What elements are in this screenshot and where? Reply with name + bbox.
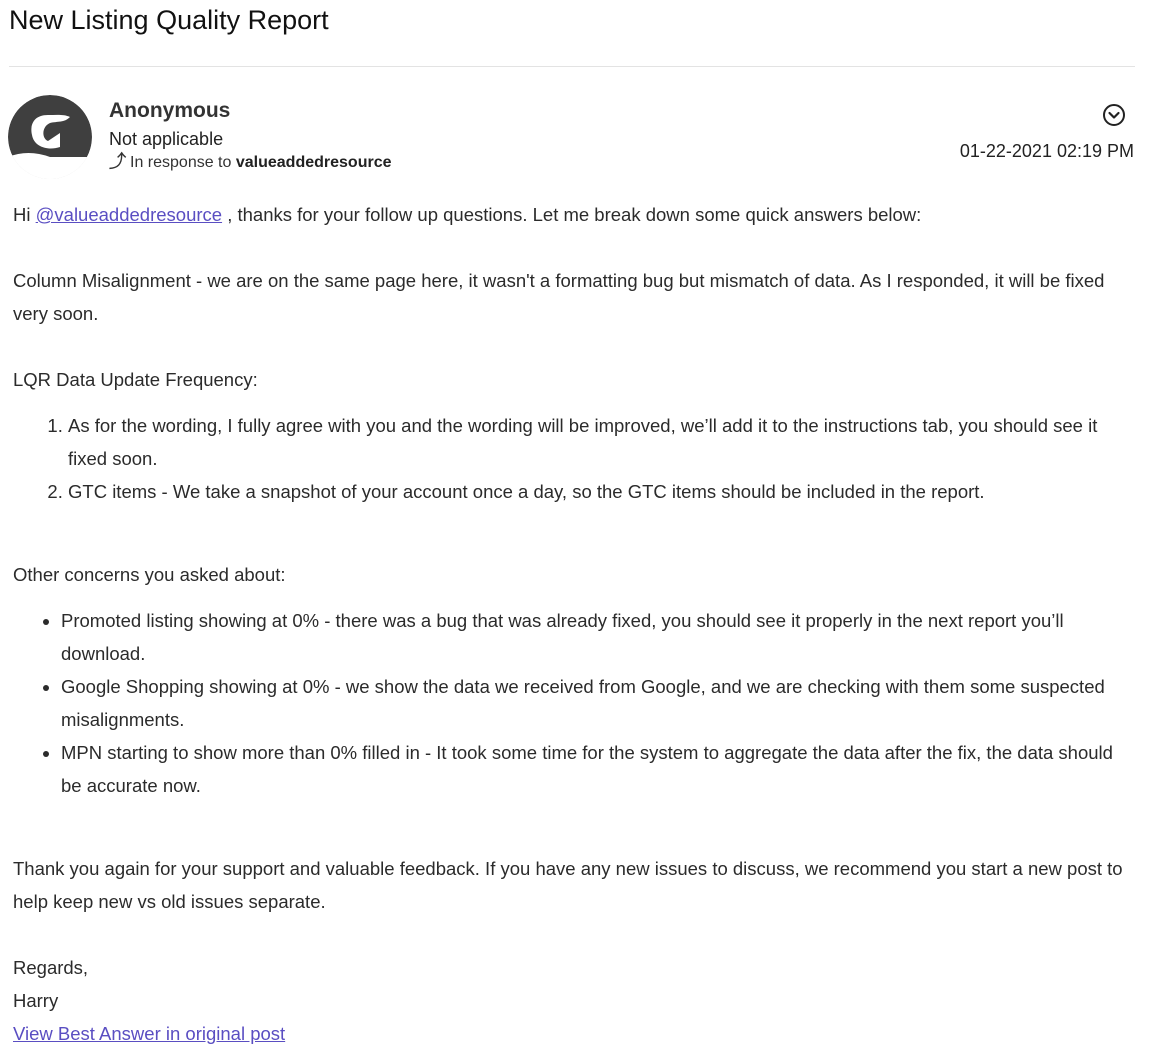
lqr-heading: LQR Data Update Frequency: <box>13 369 258 390</box>
list-item: • Google Shopping showing at 0% - we show the data we received from Google, and we are checking with them some suspected misalignments. <box>61 670 1138 736</box>
in-response-to <box>109 151 391 174</box>
lqr-list <box>13 409 1138 508</box>
post-options-menu-button[interactable] <box>1102 103 1126 127</box>
column-misalignment-paragraph: Column Misalignment - we are on the same page here, it wasn't a formatting bug but mismatch of data. As I responded, it will be fixed very soon. <box>13 270 1105 324</box>
signature-text: Harry <box>13 990 59 1011</box>
avatar-image <box>8 95 92 179</box>
other-concerns-heading: Other concerns you asked about: <box>13 564 286 585</box>
post-body <box>13 198 1138 1050</box>
curved-up-arrow-icon: ⤴ <box>109 152 126 171</box>
greeting-paragraph <box>13 198 1138 231</box>
author-name[interactable]: Anonymous <box>109 99 231 122</box>
chevron-circle-down-icon <box>1102 103 1126 127</box>
mention-link[interactable]: @valueaddedresource <box>35 204 223 225</box>
list-item: • Promoted listing showing at 0% - there was a bug that was already fixed, you should see it properly in the next report you’ll download. <box>61 604 1138 670</box>
list-item: 1. As for the wording, I fully agree with you and the wording will be improved, we’ll add it to the instructions tab, you should see it fixed soon. <box>68 409 1138 475</box>
in-response-label: In response to <box>130 154 232 171</box>
post-timestamp: 01-22-2021 02:19 PM <box>959 141 1134 161</box>
list-item: • MPN starting to show more than 0% filled in - It took some time for the system to aggregate the data after the fix, the data should be accurate now. <box>61 736 1138 802</box>
author-rank: Not applicable <box>109 129 224 149</box>
list-item: 2. GTC items - We take a snapshot of your account once a day, so the GTC items should be included in the report. <box>68 475 1138 508</box>
other-concerns-list <box>13 604 1138 802</box>
page-title: New Listing Quality Report <box>9 5 329 35</box>
title-divider <box>9 66 1135 67</box>
thanks-paragraph: Thank you again for your support and valuable feedback. If you have any new issues to discuss, we recommend you start a new post to help keep new vs old issues separate. <box>13 858 1123 912</box>
in-response-user-link[interactable]: valueaddedresource <box>235 154 392 171</box>
greeting-prefix: Hi <box>13 204 31 225</box>
view-best-answer-link[interactable]: View Best Answer in original post <box>13 1023 286 1044</box>
greeting-text: , thanks for your follow up questions. Let me break down some quick answers below: <box>222 204 922 225</box>
regards-text: Regards, <box>13 957 89 978</box>
avatar[interactable] <box>8 95 92 179</box>
